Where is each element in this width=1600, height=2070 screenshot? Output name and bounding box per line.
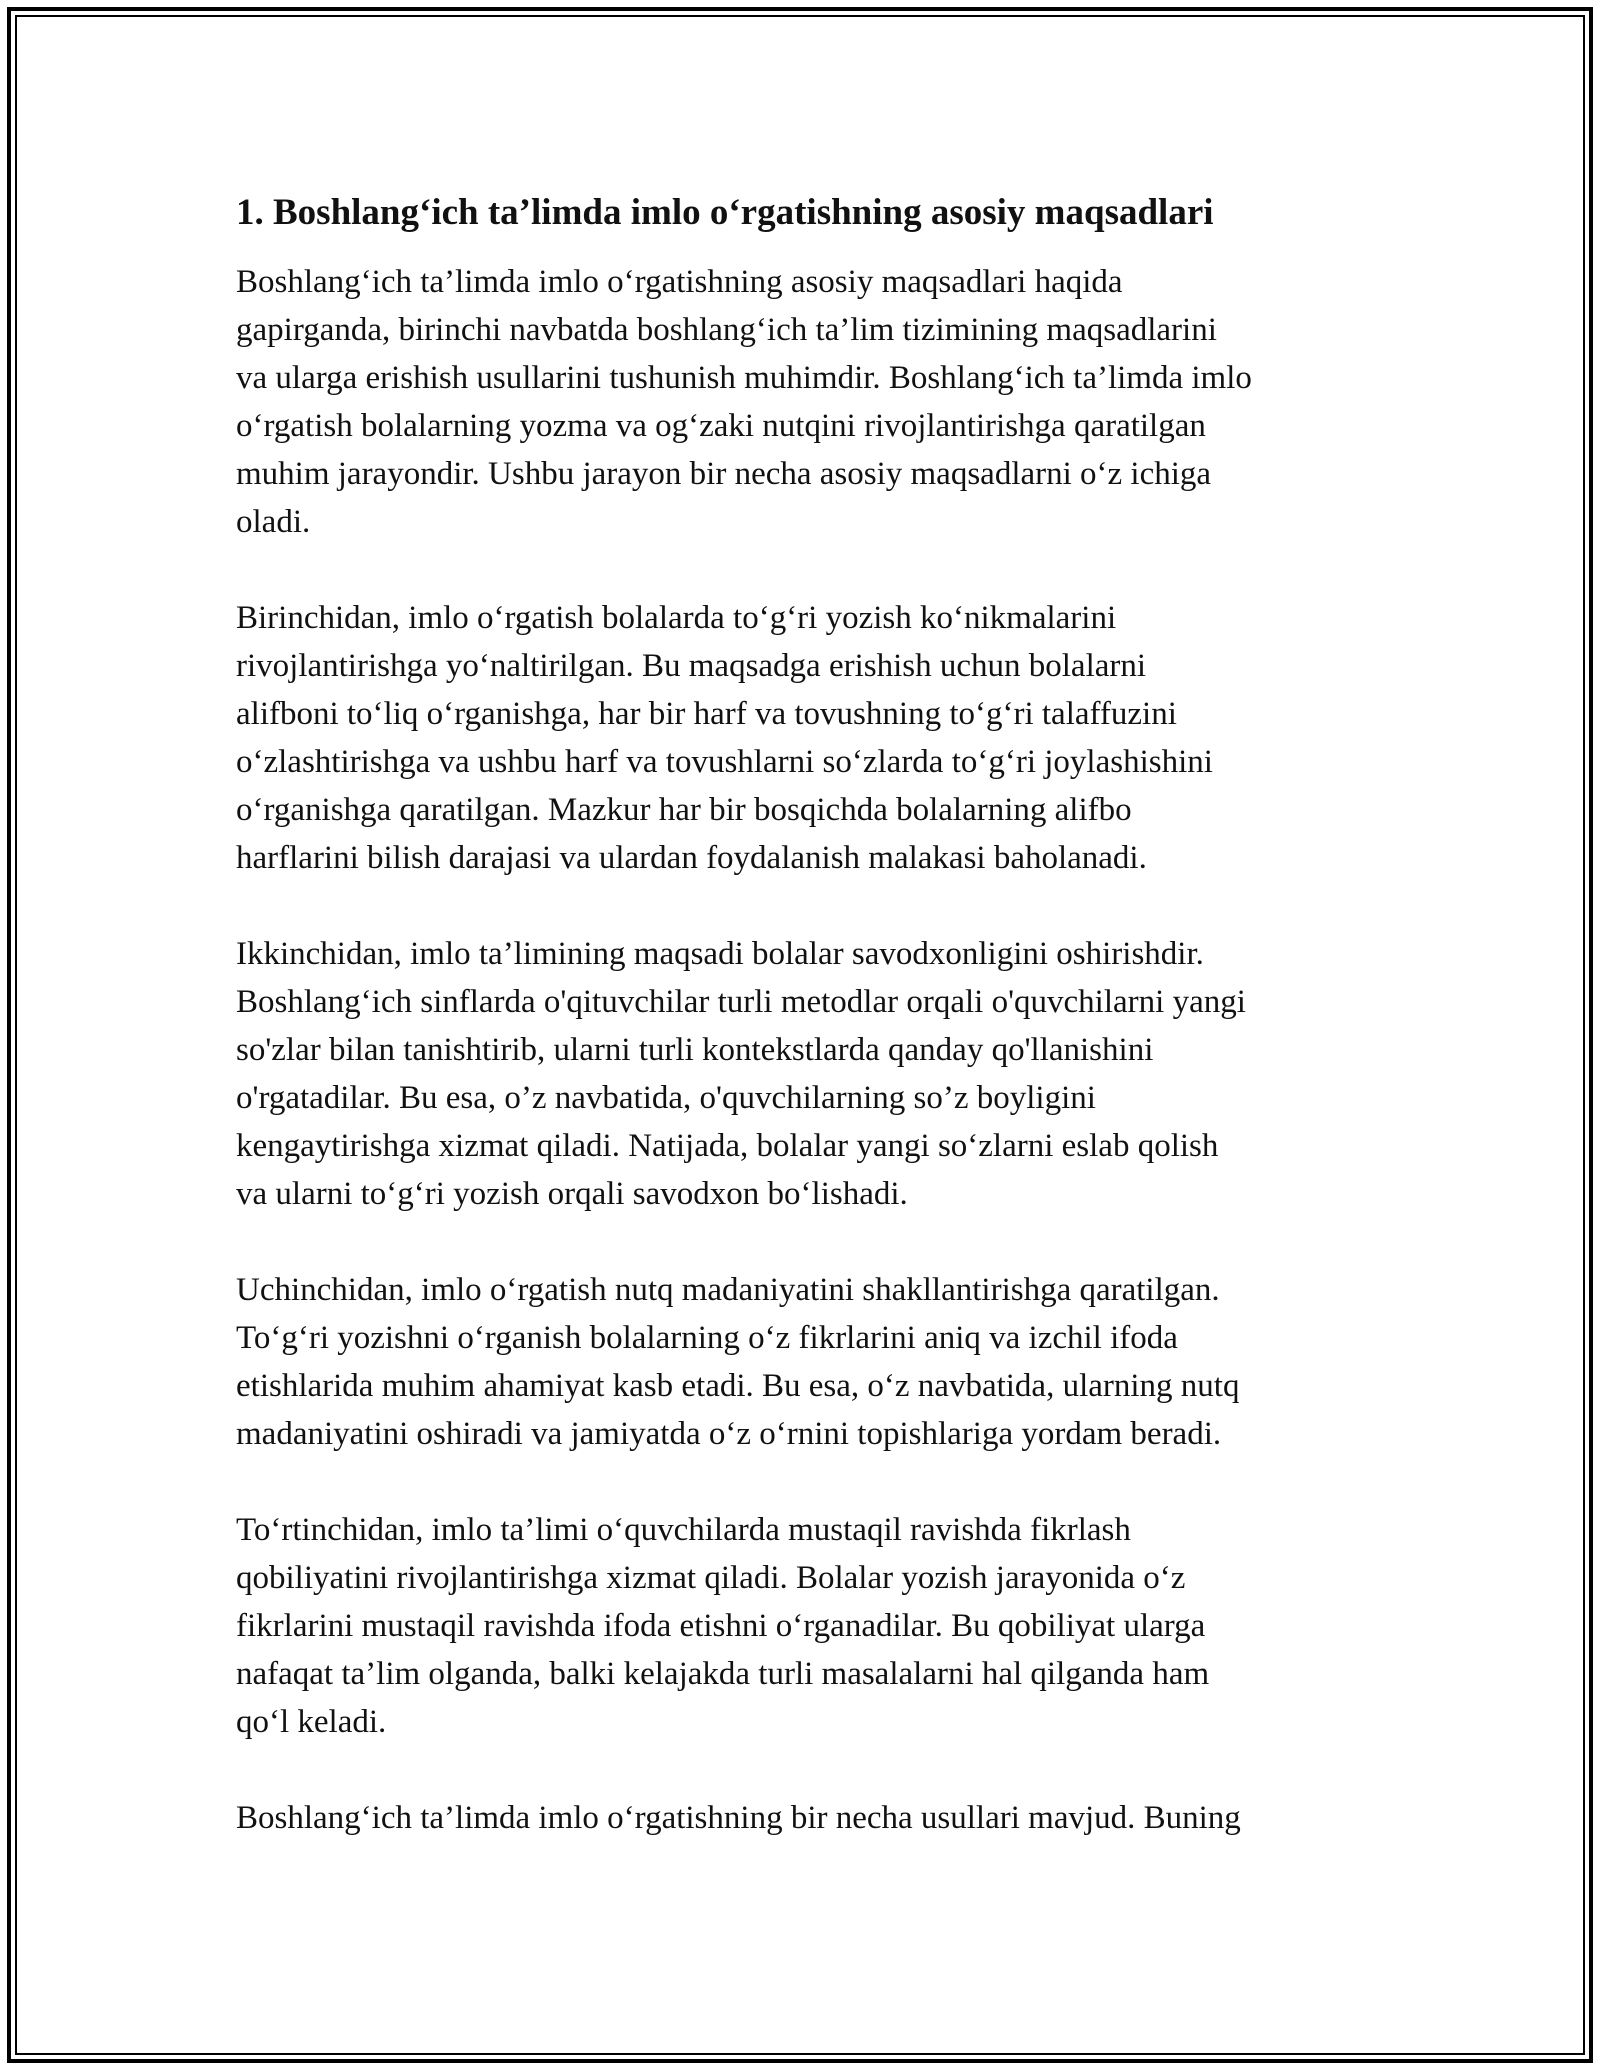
text-line: va ularni to‘g‘ri yozish orqali savodxon bo‘lishadi. <box>236 1176 908 1212</box>
text-line: o‘zlashtirishga va ushbu harf va tovushlarni so‘zlarda to‘g‘ri joylashishini <box>236 744 1213 780</box>
text-line: o‘rganishga qaratilgan. Mazkur har bir bosqichda bolalarning alifbo <box>236 792 1132 828</box>
text-line: alifboni to‘liq o‘rganishga, har bir harf va tovushning to‘g‘ri talaffuzini <box>236 696 1177 732</box>
text-line: harflarini bilish darajasi va ulardan foydalanish malakasi baholanadi. <box>236 840 1147 876</box>
paragraph-intro <box>236 258 1376 546</box>
text-line: muhim jarayondir. Ushbu jarayon bir necha asosiy maqsadlarni o‘z ichiga <box>236 456 1212 492</box>
document-body <box>236 186 1376 1890</box>
text-line: To‘g‘ri yozishni o‘rganish bolalarning o‘z fikrlarini aniq va izchil ifoda <box>236 1320 1178 1356</box>
text-line: o'rgatadilar. Bu esa, o’z navbatida, o'quvchilarning so’z boyligini <box>236 1080 1096 1116</box>
text-line: Uchinchidan, imlo o‘rgatish nutq madaniyatini shakllantirishga qaratilgan. <box>236 1272 1220 1308</box>
text-line: qo‘l keladi. <box>236 1704 387 1740</box>
text-line: Boshlang‘ich sinflarda o'qituvchilar turli metodlar orqali o'quvchilarni yangi <box>236 984 1246 1020</box>
text-line: madaniyatini oshiradi va jamiyatda o‘z o‘rnini topishlariga yordam beradi. <box>236 1416 1222 1452</box>
text-line: gapirganda, birinchi navbatda boshlang‘ich ta’lim tizimining maqsadlarini <box>236 312 1217 348</box>
text-line: etishlarida muhim ahamiyat kasb etadi. Bu esa, o‘z navbatida, ularning nutq <box>236 1368 1240 1404</box>
text-line: o‘rgatish bolalarning yozma va og‘zaki nutqini rivojlantirishga qaratilgan <box>236 408 1206 444</box>
section-title: 1. Boshlang‘ich ta’limda imlo o‘rgatishning asosiy maqsadlari <box>236 192 1214 233</box>
paragraph-second <box>236 930 1376 1218</box>
text-line: To‘rtinchidan, imlo ta’limi o‘quvchilarda mustaqil ravishda fikrlash <box>236 1512 1131 1548</box>
text-line: nafaqat ta’lim olganda, balki kelajakda turli masalalarni hal qilganda ham <box>236 1656 1210 1692</box>
text-line: oladi. <box>236 504 311 540</box>
paragraph-first <box>236 594 1376 882</box>
paragraph-methods <box>236 1794 1376 1842</box>
text-line: Boshlang‘ich ta’limda imlo o‘rgatishning asosiy maqsadlari haqida <box>236 264 1123 300</box>
text-line: fikrlarini mustaqil ravishda ifoda etishni o‘rganadilar. Bu qobiliyat ularga <box>236 1608 1206 1644</box>
text-line: va ularga erishish usullarini tushunish muhimdir. Boshlang‘ich ta’limda imlo <box>236 360 1252 396</box>
text-line: kengaytirishga xizmat qiladi. Natijada, bolalar yangi so‘zlarni eslab qolish <box>236 1128 1219 1164</box>
text-line: rivojlantirishga yo‘naltirilgan. Bu maqsadga erishish uchun bolalarni <box>236 648 1147 684</box>
text-line: Boshlang‘ich ta’limda imlo o‘rgatishning bir necha usullari mavjud. Buning <box>236 1800 1241 1836</box>
text-line: so'zlar bilan tanishtirib, ularni turli kontekstlarda qanday qo'llanishini <box>236 1032 1154 1068</box>
text-line: Birinchidan, imlo o‘rgatish bolalarda to‘g‘ri yozish ko‘nikmalarini <box>236 600 1117 636</box>
paragraph-fourth <box>236 1506 1376 1746</box>
text-line: qobiliyatini rivojlantirishga xizmat qiladi. Bolalar yozish jarayonida o‘z <box>236 1560 1186 1596</box>
text-line: Ikkinchidan, imlo ta’limining maqsadi bolalar savodxonligini oshirishdir. <box>236 936 1204 972</box>
paragraph-third <box>236 1266 1376 1458</box>
